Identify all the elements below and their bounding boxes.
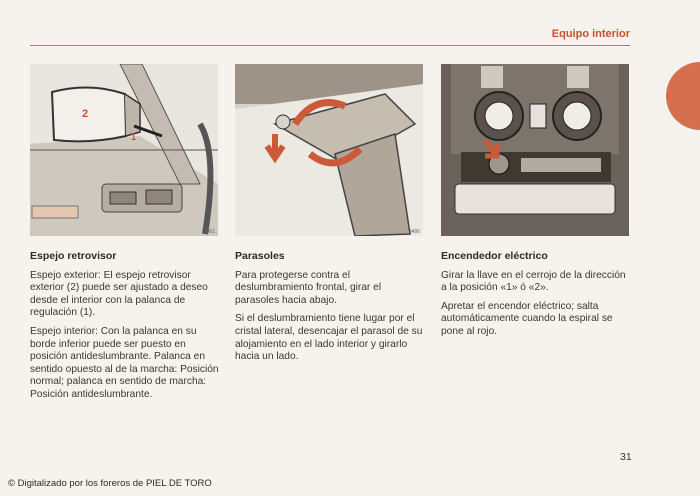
mirror-heading: Espejo retrovisor — [30, 250, 117, 262]
figure-number: 8486 — [408, 229, 420, 235]
mirror-section — [30, 250, 220, 408]
mirror-paragraph: Espejo interior: Con la palanca en su borde inferior puede ser puesto en posición antideslumbrante. Palanca en sentido opuesto al de la marcha: Posición normal; palanca en sentido de marcha: Posición antideslumbrante. — [30, 325, 219, 400]
figure-number: 7961 — [203, 229, 215, 235]
chapter-tab — [666, 62, 700, 130]
lighter-paragraph: Apretar el encendor eléctrico; salta automáticamente cuando la espiral se pone al rojo. — [441, 300, 613, 337]
lighter-paragraph: Girar la llave en el cerrojo de la dirección a la posición «1» ó «2». — [441, 269, 626, 294]
figure-number: 8573 — [614, 229, 626, 235]
sunvisor-section — [235, 250, 425, 370]
callout-1: 1 — [131, 132, 137, 142]
mirror-illustration — [30, 64, 218, 236]
sunvisor-illustration — [235, 64, 423, 236]
sunvisor-heading: Parasoles — [235, 250, 285, 262]
lighter-illustration — [441, 64, 629, 236]
lighter-section — [441, 250, 631, 345]
callout-2: 2 — [82, 108, 89, 120]
header-rule — [30, 45, 630, 46]
scan-credit: © Digitalizado por los foreros de PIEL DE TORO — [8, 478, 212, 489]
sunvisor-paragraph: Para protegerse contra el deslumbramiento frontal, girar el parasoles hacia abajo. — [235, 269, 382, 306]
mirror-paragraph: Espejo exterior: El espejo retrovisor exterior (2) puede ser ajustado a deseo desde el interior con la palanca de regulación (1). — [30, 269, 208, 319]
sunvisor-paragraph: Si el deslumbramiento tiene lugar por el cristal lateral, desencajar el parasol de su alojamiento en el lado interior y girarlo hacia un lado. — [235, 313, 423, 363]
page-number: 31 — [620, 451, 632, 463]
section-title: Equipo interior — [551, 28, 630, 40]
lighter-heading: Encendedor eléctrico — [441, 250, 548, 262]
